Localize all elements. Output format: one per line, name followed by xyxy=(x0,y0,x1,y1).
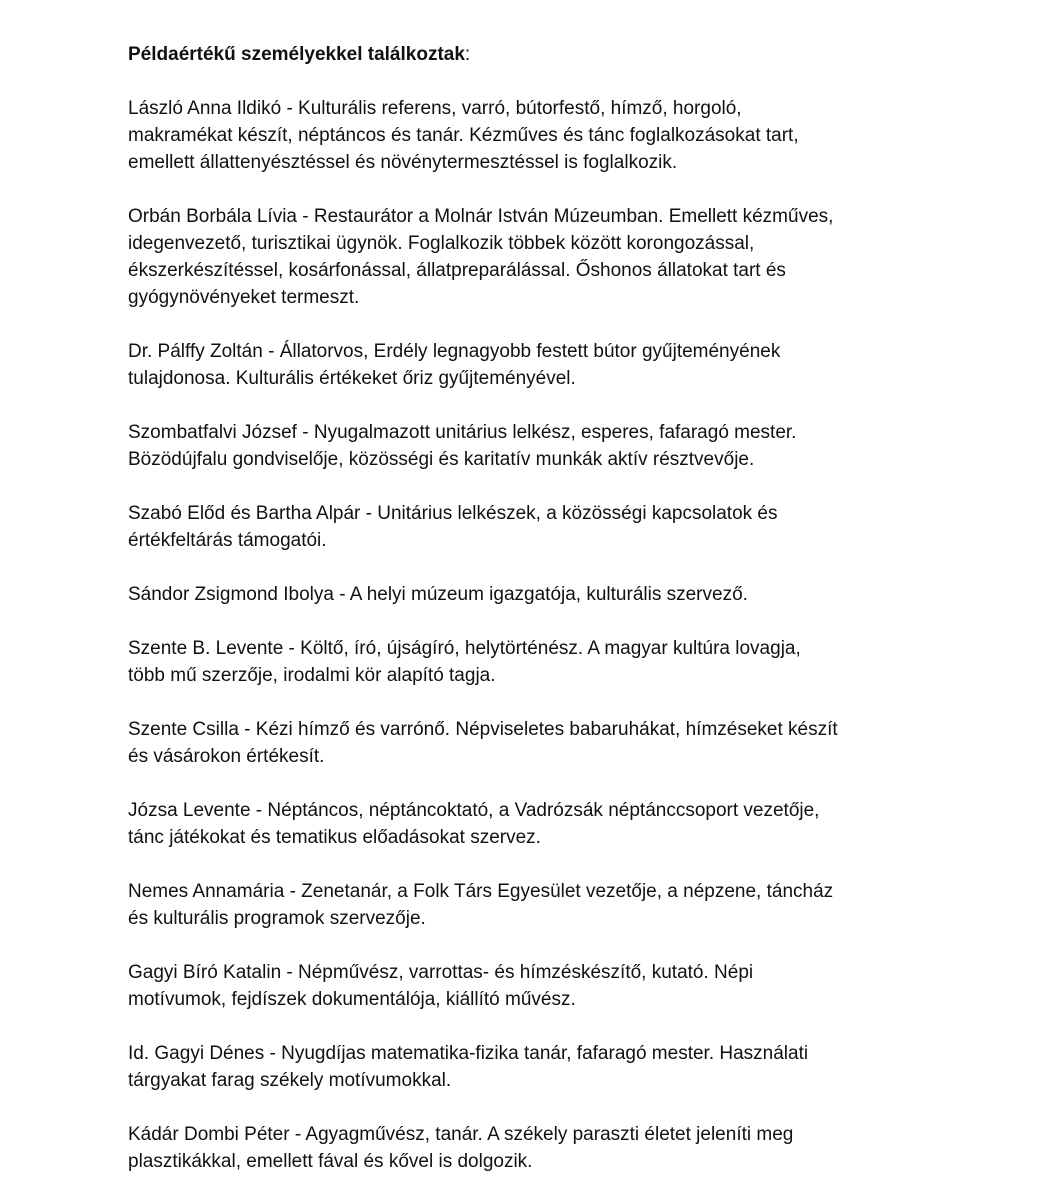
person-entry-line: makramékat készít, néptáncos és tanár. Kézműves és tánc foglalkozásokat tart, xyxy=(128,125,799,146)
section-heading xyxy=(128,41,938,68)
person-entry xyxy=(128,1121,938,1175)
people-list xyxy=(128,95,938,1175)
person-entry-line: Józsa Levente - Néptáncos, néptáncoktató, a Vadrózsák néptánccsoport vezetője, xyxy=(128,800,820,821)
person-entry xyxy=(128,1040,938,1094)
person-entry-line: Szente Csilla - Kézi hímző és varrónő. Népviseletes babaruhákat, hímzéseket készít xyxy=(128,719,838,740)
person-entry xyxy=(128,797,938,851)
person-entry-line: Bözödújfalu gondviselője, közösségi és karitatív munkák aktív résztvevője. xyxy=(128,449,755,470)
person-entry-line: tárgyakat farag székely motívumokkal. xyxy=(128,1070,452,1091)
person-entry-line: értékfeltárás támogatói. xyxy=(128,530,327,551)
document-body xyxy=(128,41,938,1202)
person-entry-line: Id. Gagyi Dénes - Nyugdíjas matematika-fizika tanár, fafaragó mester. Használati xyxy=(128,1043,809,1064)
person-entry-line: motívumok, fejdíszek dokumentálója, kiállító művész. xyxy=(128,989,576,1010)
person-entry-line: Nemes Annamária - Zenetanár, a Folk Társ Egyesület vezetője, a népzene, táncház xyxy=(128,881,834,902)
person-entry-line: gyógynövényeket termeszt. xyxy=(128,287,360,308)
person-entry-line: Orbán Borbála Lívia - Restaurátor a Molnár István Múzeumban. Emellett kézműves, xyxy=(128,206,834,227)
person-entry-line: Szente B. Levente - Költő, író, újságíró, helytörténész. A magyar kultúra lovagja, xyxy=(128,638,801,659)
person-entry-line: és kulturális programok szervezője. xyxy=(128,908,426,929)
person-entry-line: és vásárokon értékesít. xyxy=(128,746,325,767)
person-entry-line: Szabó Előd és Bartha Alpár - Unitárius lelkészek, a közösségi kapcsolatok és xyxy=(128,503,778,524)
person-entry xyxy=(128,338,938,392)
section-heading-bold: Példaértékű személyekkel találkoztak xyxy=(128,44,465,65)
person-entry xyxy=(128,95,938,176)
person-entry-line: tánc játékokat és tematikus előadásokat szervez. xyxy=(128,827,541,848)
person-entry xyxy=(128,500,938,554)
person-entry-line: plasztikákkal, emellett fával és kővel is dolgozik. xyxy=(128,1151,533,1172)
person-entry xyxy=(128,581,938,608)
person-entry xyxy=(128,203,938,311)
person-entry-line: László Anna Ildikó - Kulturális referens, varró, bútorfestő, hímző, horgoló, xyxy=(128,98,742,119)
person-entry-line: több mű szerzője, irodalmi kör alapító tagja. xyxy=(128,665,496,686)
person-entry-line: Kádár Dombi Péter - Agyagművész, tanár. A székely paraszti életet jeleníti meg xyxy=(128,1124,794,1145)
person-entry xyxy=(128,419,938,473)
person-entry-line: Szombatfalvi József - Nyugalmazott unitárius lelkész, esperes, fafaragó mester. xyxy=(128,422,797,443)
person-entry xyxy=(128,959,938,1013)
person-entry xyxy=(128,635,938,689)
person-entry-line: Dr. Pálffy Zoltán - Állatorvos, Erdély legnagyobb festett bútor gyűjteményének xyxy=(128,341,781,362)
person-entry-line: tulajdonosa. Kulturális értékeket őriz gyűjteményével. xyxy=(128,368,576,389)
person-entry-line: Sándor Zsigmond Ibolya - A helyi múzeum igazgatója, kulturális szervező. xyxy=(128,584,748,605)
person-entry-line: idegenvezető, turisztikai ügynök. Foglalkozik többek között korongozással, xyxy=(128,233,755,254)
person-entry-line: ékszerkészítéssel, kosárfonással, állatpreparálással. Őshonos állatokat tart és xyxy=(128,260,786,281)
person-entry xyxy=(128,878,938,932)
person-entry-line: Gagyi Bíró Katalin - Népművész, varrottas- és hímzéskészítő, kutató. Népi xyxy=(128,962,754,983)
section-heading-colon: : xyxy=(464,44,471,65)
person-entry xyxy=(128,716,938,770)
person-entry-line: emellett állattenyésztéssel és növénytermesztéssel is foglalkozik. xyxy=(128,152,678,173)
